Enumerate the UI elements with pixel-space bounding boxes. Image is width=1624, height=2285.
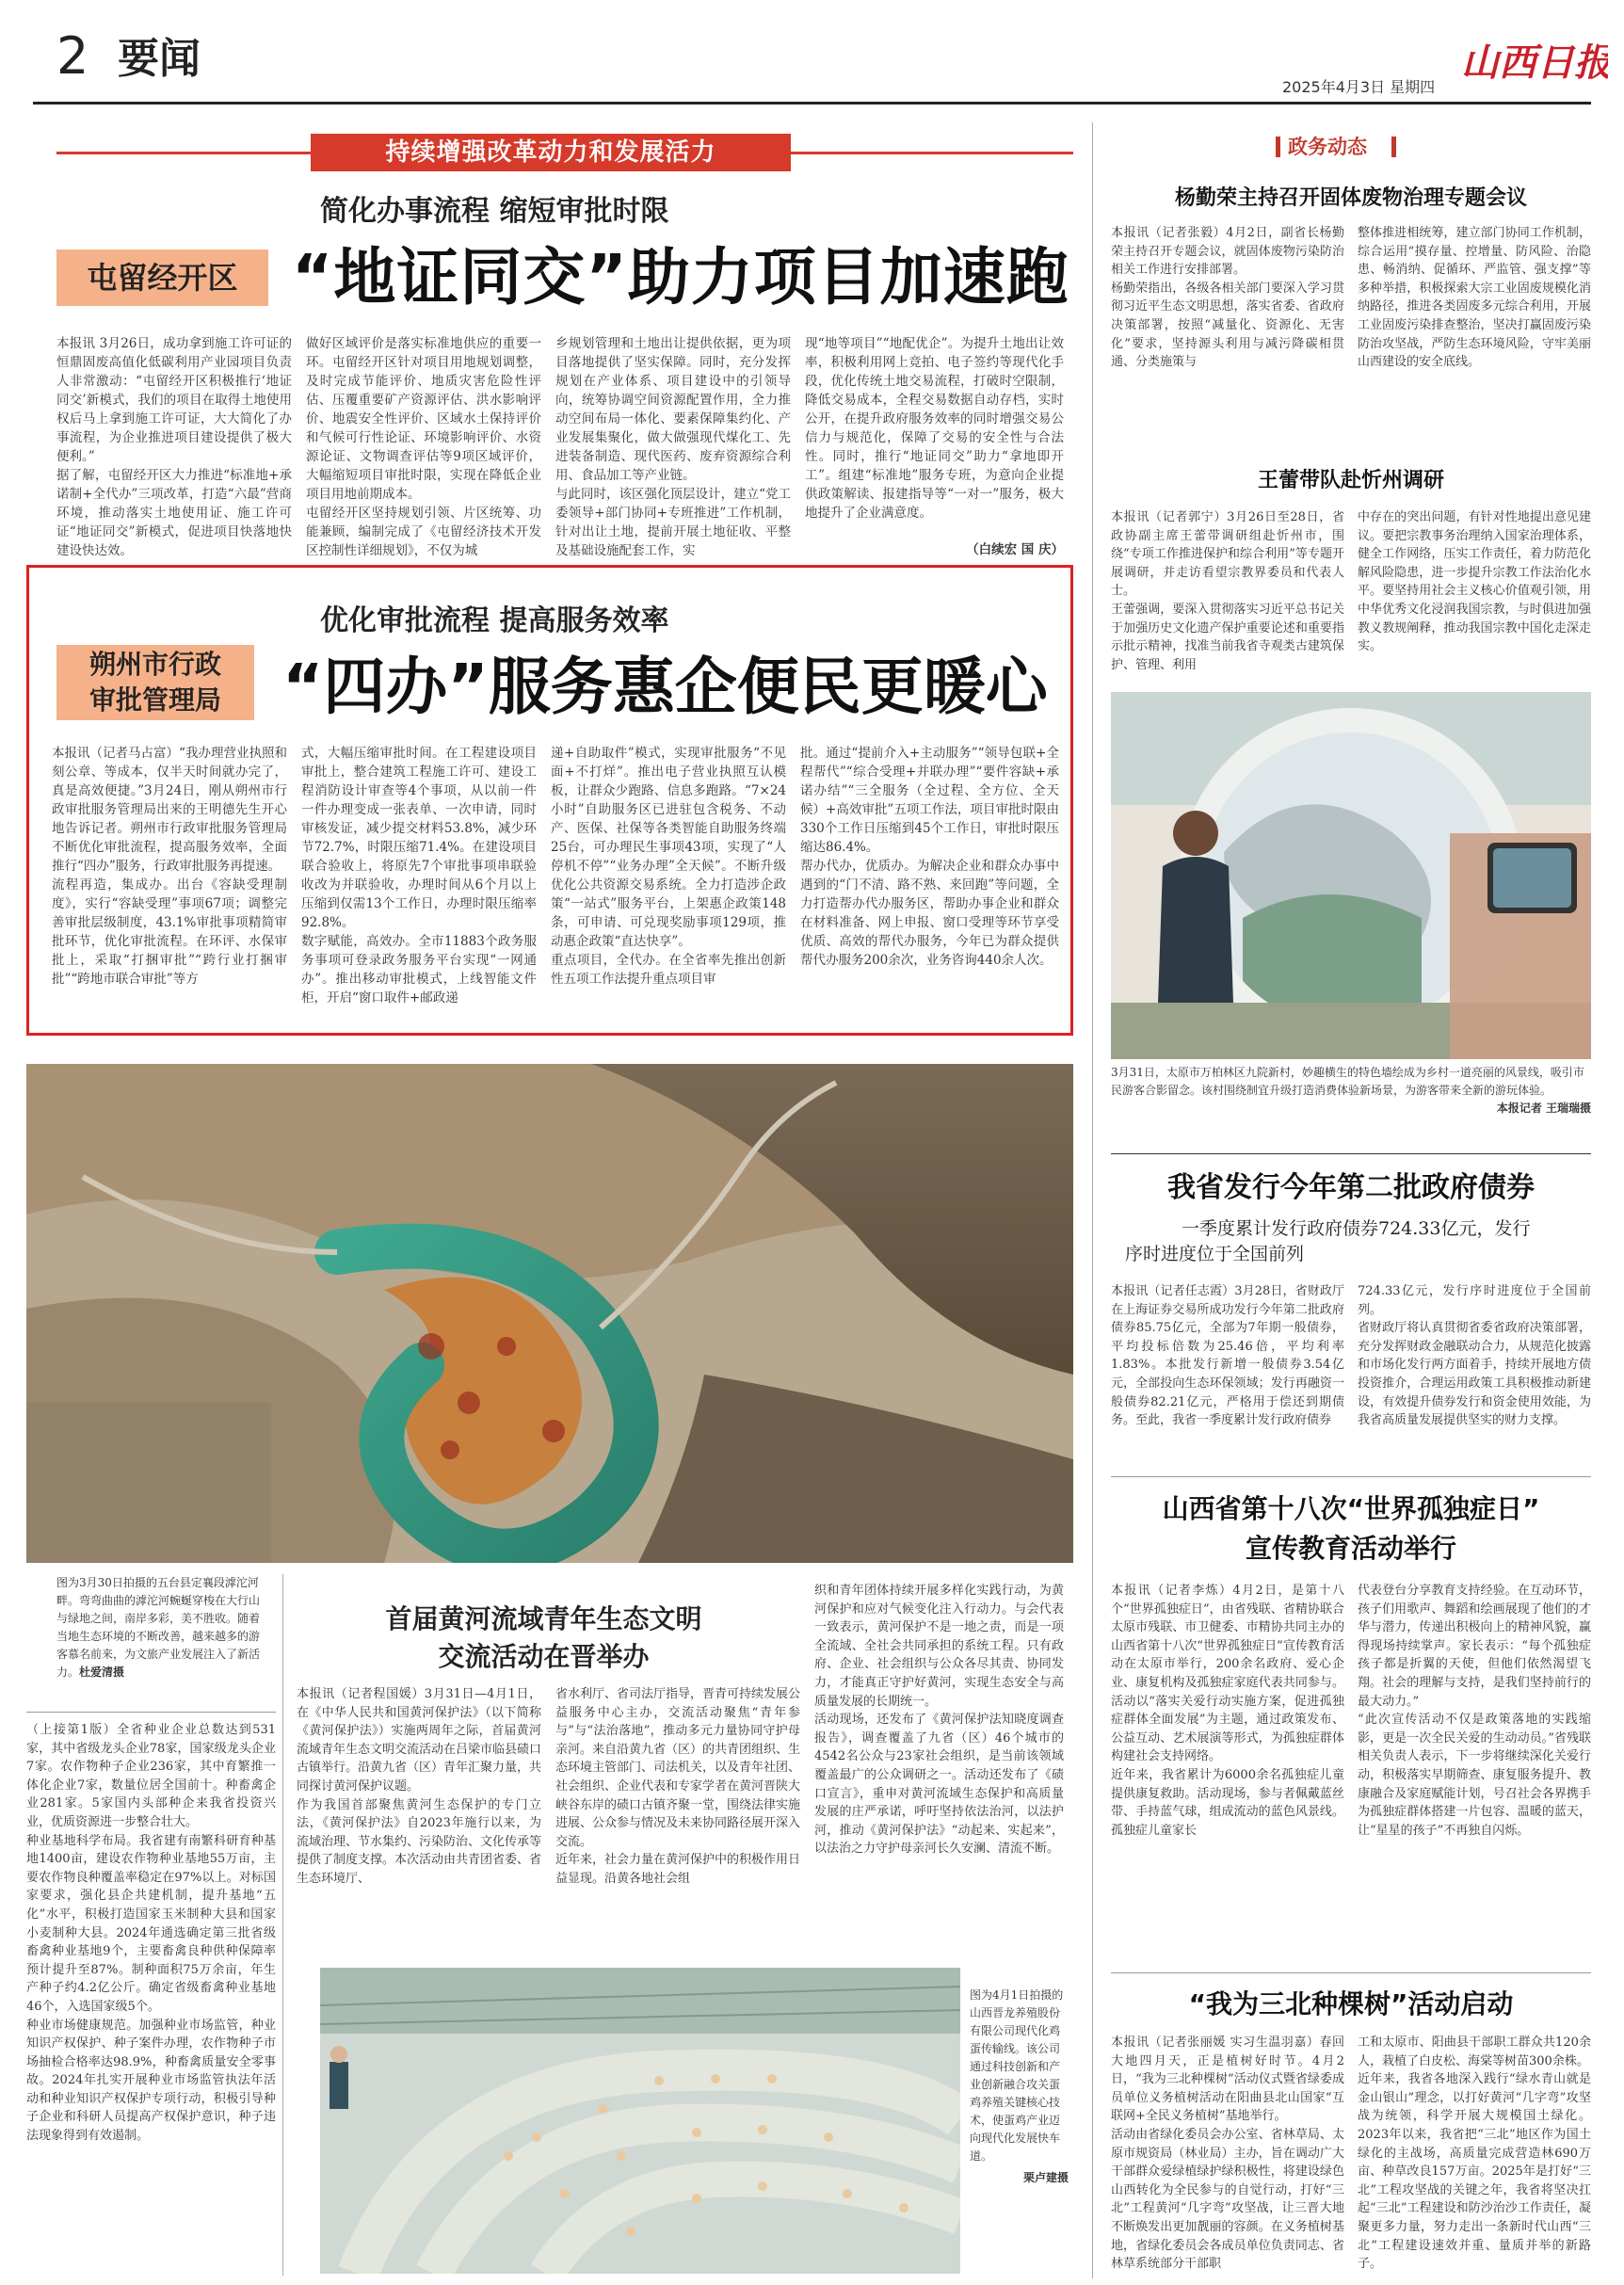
news1-title: 杨勤荣主持召开固体废物治理专题会议: [1174, 186, 1527, 210]
kicker-banner: 持续增强改革动力和发展活力: [311, 134, 791, 171]
article1-col1: 本报讯 3月26日，成功拿到施工许可证的恒鼎固废高值化低碳利用产业园项目负责人非常激动：“屯留经开区积极推行‘地证同交’新模式，我们的项目在取得土地使用权后马上拿到施工许可证，大大简化了办事流程，为企业推进项目建设提供了极大便利。” 据了解，屯留经开区大力推进“标准地+承诺制+全代办”三项改革，打造“六最”营商环境，推动落实土地使用证、施工许可证“地证同交”新模式，促进项目快落地快建设快达效。: [56, 336, 292, 558]
news3-subtitle-line2: 序时进度位于全国前列: [1125, 1244, 1305, 1264]
article2-subtitle: 优化审批流程 提高服务效率: [320, 604, 669, 637]
news3-title: 我省发行今年第二批政府债券: [1167, 1171, 1535, 1204]
right-column-divider: [1092, 122, 1093, 2278]
river-photo: [26, 1064, 1073, 1563]
river-photo-caption: [56, 1574, 268, 1706]
article3-title-line2: 交流活动在晋举办: [438, 1641, 650, 1672]
rc-rule-3: [1111, 1972, 1591, 1973]
article2-col4: 批。通过“提前介入+主动服务”“领导包联+全程帮代”“综合受理+并联办理”“要件容缺+承诺办结”“三全服务（全过程、全方位、全天候）+高效审批”五项工作法，项目审批时限由330个工作日压缩到45个工作日，审批时限压缩达86.4%。 帮办代办，优质办。为解决企业和群众办事中遇到的“门不清、路不熟、来回跑”等问题，全力打造帮办代办服务区，帮助办事企业和群众在材料准备、网上申报、窗口受理等环节享受优质、高效的帮代办服务，今年已为群众提供帮代办服务200余次，业务咨询440余人次。: [800, 746, 1059, 968]
article3-col3: 织和青年团体持续开展多样化实践行动，为黄河保护和应对气候变化注入行动力。与会代表一致表示，黄河保护不是一地之责，而是一项全流域、全社会共同承担的系统工程。只有政府、企业、社会组织与公众各尽其责、协同发力，才能真正守护好黄河，实现生态安全与高质量发展的长期统一。 活动现场，还发布了《黄河保护法知晓度调查报告》，调查覆盖了九省（区）46个城市的4542名公众与23家社会组织，是当前该领域覆盖最广的公众调研之一。活动还发布了《碛口宣言》，重申对黄河流域生态保护和高质量发展的庄严承诺，呼吁坚持依法治河，以法护河，推动《黄河保护法》“动起来、实起来”，以法治之力守护母亲河长久安澜、清流不断。: [814, 1584, 1064, 1857]
news3-subtitle: [1125, 1216, 1591, 1267]
article3-title: [320, 1601, 767, 1676]
egg-caption-credit: 栗卢建摄: [1022, 2171, 1069, 2184]
masthead-text: 山西日报: [1461, 40, 1608, 85]
news2-col2: 中存在的突出问题，有针对性地提出意见建议。要把宗教事务治理纳入国家治理体系，健全工作网络，压实工作责任，着力防范化解风险隐患，进一步提升宗教工作法治化水平。要坚持用社会主义核心价值观引领，用中华优秀文化浸润我国宗教，与时俱进加强教义教规阐释，推动我国宗教中国化走深走实。: [1358, 510, 1591, 654]
article3-col1: 本报讯（记者程国媛）3月31日—4月1日，在《中华人民共和国黄河保护法》（以下简称《黄河保护法》）实施两周年之际，首届黄河流域青年生态文明交流活动在吕梁市临县碛口古镇举行。沿黄九省（区）青年汇聚力量，共同探讨黄河保护议题。 作为我国首部聚焦黄河生态保护的专门立法，《黄河保护法》自2023年施行以来，为流域治理、节水集约、污染防治、文化传承等提供了制度支撑。本次活动由共青团省委、省生态环境厅、: [297, 1687, 541, 1886]
article2-col3: 递+自助取件”模式，实现审批服务“不见面+不打烊”。推出电子营业执照互认模板，让群众少跑路、信息多跑路。“7×24小时”自助服务区已进驻包含税务、不动产、医保、社保等各类智能自助服务终端25台，可办理民生事项43项，实现了“人停机不停”“业务办理”全天候”。不断升级优化公共资源交易系统。全力打造涉企政策“一站式”服务平台，上架惠企政策148条，可申请、可兑现奖励事项129项，推动惠企政策“直达快享”。 重点项目，全代办。在全省率先推出创新性五项工作法提升重点项目审: [551, 746, 786, 987]
news4-title: [1111, 1489, 1591, 1569]
kicker-wing-left: [56, 152, 311, 154]
river-caption-credit: 杜爱清摄: [79, 1665, 125, 1679]
article2-label: [56, 645, 254, 720]
rc-rule-2: [1111, 1476, 1591, 1477]
news1-col2: 整体推进相统筹，建立部门协同工作机制，综合运用“摸存量、控增量、防风险、治隐患、畅消纳、促循环、严监管、强支撑”等多种举措，积极探索大宗工业固废规模化消纳路径，推进各类固废多元综合利用，开展工业固废污染排查整治，坚决打赢固废污染防治攻坚战，严防生态环境风险，守牢美丽山西建设的安全底线。: [1358, 226, 1591, 370]
news5-col1: 本报讯（记者张丽媛 实习生温羽嘉）春回大地四月天，正是植树好时节。4月2日，“我为三北种棵树”活动仪式暨省绿委成员单位义务植树活动在阳曲县北山国家“互联网+全民义务植树”基地举行。 活动由省绿化委员会办公室、省林草局、太原市规资局（林业局）主办，旨在调动广大干部群众爱绿植绿护绿积极性，将建设绿色山西转化为全民参与的自觉行动，打好“三北”工程黄河“几字弯”攻坚战，让三晋大地不断焕发出更加靓丽的容颜。在义务植树基地，省绿化委员会各成员单位负责同志、省林草系统部分干部职: [1111, 2036, 1344, 2272]
news4-col2: 代表登台分享教育支持经验。在互动环节，孩子们用歌声、舞蹈和绘画展现了他们的才华与潜力，传递出积极向上的精神风貌，赢得现场持续掌声。家长表示：“每个孤独症孩子都是折翼的天使，但他们依然渴望飞翔。社会的理解与支持，是我们坚持前行的最大动力。” “此次宣传活动不仅是政策落地的实践缩影，更是一次全民关爱的生动动员。”省残联相关负责人表示，下一步将继续深化关爱行动，积极落实早期筛查、康复服务提升、教康融合及家庭赋能计划，号召社会各界携手为孤独症群体搭建一片包容、温暖的蓝天，让“星星的孩子”不再独自闪烁。: [1358, 1584, 1591, 1838]
masthead-logo: [1457, 24, 1608, 90]
news4-title-line1: 山西省第十八次“世界孤独症日”: [1162, 1493, 1540, 1524]
article2-col1: 本报讯（记者马占富）“我办理营业执照和刻公章、等成本，仅半天时间就办完了，真是高效便捷。”3月24日，刚从朔州市行政审批服务管理局出来的王明德先生开心地告诉记者。朔州市行政审批服务管理局不断优化审批流程，提高服务效率，全面推行“四办”服务，行政审批服务再提速。 流程再造，集成办。出台《容缺受理制度》，实行“容缺受理”事项67项；调整完善审批层级制度，43.1%审批事项精简审批环节，优化审批流程。在环评、水保审批上，采取“打捆审批”“跨行业打捆审批”“跨地市联合审批”等方: [52, 746, 287, 987]
rc-label-bar-left: [1276, 137, 1280, 157]
supplement-text: （上接第1版）全省种业企业总数达到531家，其中省级龙头企业78家，国家级龙头企业7家。农作物种子企业236家，其中育繁推一体化企业7家，数量位居全国前十。种畜禽企业281家。5家国内头部种企来我省投资兴业，优质资源进一步整合壮大。 种业基地科学布局。我省建有南繁科研育种基地1400亩，建设农作物种业基地55万亩，主要农作物良种覆盖率稳定在97%以上。对标国家要求，强化县企共建机制，提升基地“五化”水平，积极打造国家玉米制种大县和国家小麦制种大县。2024年通选确定第三批省级畜禽种业基地9个，主要畜禽良种供种保障率预计提升至87%。制种面积75万余亩，年生产种子约4.2亿公斤。确定省级畜禽种业基地46个，入选国家级5个。 种业市场健康规范。加强种业市场监管，种业知识产权保护、种子案件办理，农作物种子市场抽检合格率达98.9%，种畜禽质量安全零事故。2024年扎实开展种业市场监管执法年活动和种业知识产权保护专项行动，积极引导种子企业和科研人员提高产权保护意识，种子违法现象得到有效遏制。: [26, 1723, 276, 2144]
article2-label-line1: 朔州市行政: [88, 649, 221, 680]
mural-photo: [1111, 692, 1591, 1059]
egg-line-photo-art: [320, 1968, 960, 2274]
article1-label: 屯留经开区: [56, 249, 268, 306]
news2-col1: 本报讯（记者郭宁）3月26日至28日，省政协副主席王蕾带调研组赴忻州市，围绕“专项工作推进保护和综合利用”等专题开展调研，并走访看望宗教界委员和代表人士。 王蕾强调，要深入贯彻落实习近平总书记关于加强历史文化遗产保护重要论述和重要指示批示精神，找准当前我省寺观类古建筑保护、管理、利用: [1111, 510, 1344, 672]
article1-title: “地证同交”助力项目加速跑: [292, 241, 1069, 314]
article1-col3: 乡规划管理和土地出让提供依据，更为项目落地提供了坚实保障。同时，充分发挥规划在产业体系、项目建设中的引领导向，统筹协调空间资源配置作用，全力推动空间布局一体化、要素保障集约化、产业发展集聚化，做大做强现代煤化工、先进装备制造、现代医药、废弃资源综合利用、食品加工等产业链。 与此同时，该区强化顶层设计，建立“党工委领导+部门协同+专班推进”工作机制，针对出让土地，提前开展土地征收、平整及基础设施配套工作，实: [555, 336, 791, 558]
article2-col2: 式，大幅压缩审批时间。在工程建设项目审批上，整合建筑工程施工许可、建设工程消防设计审查等4个事项，从以前一件一件办理变成一张表单、一次申请，同时审核发证，减少提交材料53.8%，减少环节72.7%，时限压缩71.4%。在建设项目联合验收上，将原先7个审批事项串联验收改为并联验收，办理时间从6个月以上压缩到仅需13个工作日，办理时限压缩率92.8%。 数字赋能，高效办。全市11883个政务服务事项可登录政务服务平台实现“一网通办”。推出移动审批模式，上线智能文件柜，开启“窗口取件+邮政递: [301, 746, 537, 1006]
mural-caption: [1111, 1064, 1591, 1118]
article1-byline: （白续宏 国 庆）: [966, 542, 1064, 557]
mural-caption-text: 3月31日，太原市万柏林区九院新村，妙趣横生的特色墙绘成为乡村一道亮丽的风景线，吸引市民游客合影留念。该村围绕制宜升级打造消费体验新场景，为游客带来全新的游玩体验。: [1111, 1066, 1584, 1097]
supplement-rule: [26, 1712, 276, 1713]
article2-title: “四办”服务惠企便民更暖心: [282, 651, 1048, 723]
kicker-wing-right: [791, 152, 1073, 154]
egg-caption-text: 图为4月1日拍摄的山西晋龙养殖股份有限公司现代化鸡蛋传输线。该公司通过科技创新和产业创新融合攻关蛋鸡养殖关键核心技术，使蛋鸡产业迈向现代化发展快车道。: [970, 1988, 1064, 2163]
article3-col2: 省水利厅、省司法厅指导，晋青可持续发展公益服务中心主办，交流活动聚焦“青年参与”与“法治落地”，推动多元力量协同守护母亲河。来自沿黄九省（区）的共青团组织、生态环境主管部门、司法机关，以及青年社团、社会组织、企业代表和专家学者在黄河晋陕大峡谷东岸的碛口古镇齐聚一堂，围绕法律实施进展、公众参与情况及未来协同路径展开深入交流。 近年来，社会力量在黄河保护中的积极作用日益显现。沿黄各地社会组: [555, 1687, 800, 1886]
article3-title-line1: 首届黄河流域青年生态文明: [385, 1603, 702, 1634]
news4-col1: 本报讯（记者李炼）4月2日，是第十八个“世界孤独症日”，由省残联、省精协联合太原市残联、市卫健委、市精协共同主办的山西省第十八次“世界孤独症日”宣传教育活动在太原市举行，200余名政府、爱心企业、康复机构及孤独症家庭代表共同参与。活动以“落实关爱行动实施方案，促进孤独症群体全面发展”为主题，通过政策发布、公益互动、艺术展演等形式，为孤独症群体构建社会支持网络。 近年来，我省累计为6000余名孤独症儿童提供康复救助。活动现场，参与者佩戴蓝丝带、手持蓝气球，组成流动的蓝色风景线。孤独症儿童家长: [1111, 1584, 1344, 1838]
news3-col2: 724.33亿元，发行序时进度位于全国前列。 省财政厅将认真贯彻省委省政府决策部署，充分发挥财政金融联动合力，从规范化披露和市场化发行两方面着手，持续开展地方债投资推介，合理运用政策工具积极推动新建设，有效提升债券发行和资金使用效能，为我省高质量发展提供坚实的财力支撑。: [1358, 1284, 1591, 1428]
header-rule: [33, 102, 1591, 105]
news3-col1: 本报讯（记者任志霞）3月28日，省财政厅在上海证券交易所成功发行今年第二批政府债券85.75亿元，全部为7年期一般债券，平均投标倍数为25.46倍，平均利率1.83%。本批发行新增一般债券3.54亿元，全部投向生态环保领域；发行再融资一般债券82.21亿元，严格用于偿还到期债务。至此，我省一季度累计发行政府债券: [1111, 1284, 1344, 1428]
article1-col4: 现“地等项目”“地配优企”。为提升土地出让效率，积极利用网上竞拍、电子签约等现代化手段，优化传统土地交易流程，打破时空限制，降低交易成本，全程交易数据自动存档，实时公开，在提升政府服务效率的同时增强交易公信力与规范化，保障了交易的安全性与合法性。同时，推行“地证同交”助力“拿地即开工”。组建“标准地”服务专班，为意向企业提供政策解读、报建指导等“一对一”服务，极大地提升了企业满意度。: [805, 336, 1064, 521]
mural-photo-art: [1111, 692, 1591, 1059]
section-name: 要闻: [118, 35, 201, 83]
article1-col2: 做好区域评价是落实标准地供应的重要一环。屯留经开区针对项目用地规划调整，及时完成节能评价、地质灾害危险性评估、压覆重要矿产资源评估、洪水影响评价、地震安全性评价、区域水土保持评价和气候可行性论证、环境影响评价、水资源论证、文物调查评估等9项区域评价，大幅缩短项目审批时限，实现在降低企业项目用地前期成本。 屯留经开区坚持规划引领、片区统筹、功能兼顾，编制完成了《屯留经济技术开发区控制性详细规划》，不仅为城: [306, 336, 541, 558]
news5-title: “我为三北种棵树”活动启动: [1188, 1988, 1514, 2019]
mural-caption-credit: 本报记者 王瑞瑞摄: [1496, 1102, 1591, 1115]
news1-col1: 本报讯（记者张毅）4月2日，副省长杨勤荣主持召开专题会议，就固体废物污染防治相关工作进行安排部署。 杨勤荣指出，各级各相关部门要深入学习贯彻习近平生态文明思想，落实省委、省政府决策部署，按照“减量化、资源化、无害化”要求，坚持源头利用与减污降碳相贯通、分类施策与: [1111, 226, 1344, 370]
news4-title-line2: 宣传教育活动举行: [1245, 1533, 1456, 1564]
egg-line-caption: [970, 1987, 1069, 2269]
page-number: 2: [56, 26, 89, 86]
rc-rule-1: [1111, 1153, 1591, 1154]
river-caption-text: 图为3月30日拍摄的五台县定襄段滹沱河畔。弯弯曲曲的滹沱河蜿蜒穿梭在大行山与绿地之间，南岸多彩，美不胜收。随着当地生态环境的不断改善，越来越多的游客慕名前来，为文旅产业发展注入了新活力。: [56, 1576, 261, 1679]
right-column-label: 政务动态: [1288, 136, 1367, 158]
article1-subtitle: 简化办事流程 缩短审批时限: [320, 195, 669, 228]
rc-label-bar-right: [1391, 137, 1396, 157]
column-divider: [282, 1574, 283, 2276]
news5-col2: 工和太原市、阳曲县干部职工群众共120余人，栽植了白皮松、海棠等树苗300余株。 近年来，我省各地深入践行“绿水青山就是金山银山”理念，以打好黄河“几字弯”攻坚战为统领，科学开展大规模国土绿化。2023年以来，我省把“三北”地区作为国土绿化的主战场，高质量完成营造林690万亩、种草改良157万亩。2025年是打好“三北”工程攻坚战的关键之年，我省将坚决扛起“三北”工程建设和防沙治沙工作责任，凝聚更多力量，努力走出一条新时代山西“三北”工程建设速效并重、量质并举的新路子。: [1358, 2036, 1591, 2272]
issue-date: 2025年4月3日 星期四: [1282, 78, 1436, 96]
river-photo-art: [26, 1064, 1073, 1563]
news3-subtitle-line1: 一季度累计发行政府债券724.33亿元，发行: [1182, 1218, 1531, 1239]
news2-title: 王蕾带队赴忻州调研: [1257, 469, 1444, 492]
article2-label-line2: 审批管理局: [88, 684, 221, 716]
egg-line-photo: [320, 1968, 960, 2274]
masthead-calligraphy: [1457, 24, 1608, 90]
